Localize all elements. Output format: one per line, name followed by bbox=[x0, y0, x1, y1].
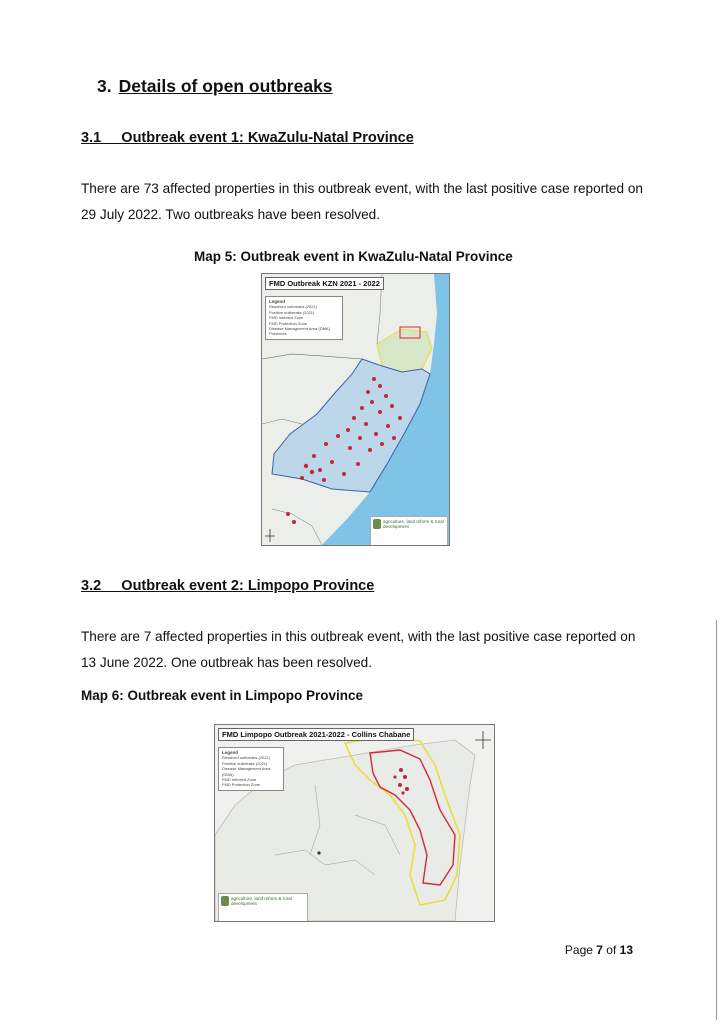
subsection-heading-3-1: 3.1 Outbreak event 1: KwaZulu-Natal Province bbox=[81, 130, 414, 146]
footer-page-number: 7 bbox=[596, 943, 603, 957]
legend-item: Resolved outbreaks (2021) bbox=[222, 755, 271, 761]
section-title: Details of open outbreaks bbox=[118, 76, 333, 96]
map-6-caption: Map 6: Outbreak event in Limpopo Province bbox=[81, 688, 364, 703]
paragraph-3-2-line-1: There are 7 affected properties in this outbreak event, with the last positive case reported on bbox=[81, 629, 636, 644]
map-6-title: FMD Limpopo Outbreak 2021-2022 - Collins Chabane bbox=[218, 728, 414, 741]
legend-item: FMD Infected Zone bbox=[222, 777, 257, 783]
footer-prefix: Page bbox=[564, 943, 597, 957]
paragraph-3-1-line-2: 29 July 2022. Two outbreaks have been resolved. bbox=[81, 207, 381, 222]
legend-title: Legend bbox=[222, 750, 239, 755]
map-5-kzn bbox=[261, 273, 450, 546]
section-heading bbox=[97, 76, 333, 97]
map-6-logo-text: agriculture, land reform & rural development bbox=[231, 896, 292, 906]
legend-item: Provinces bbox=[269, 331, 287, 337]
logo-crest-icon bbox=[373, 519, 381, 529]
map-5-logo-text: agriculture, land reform & rural development bbox=[383, 519, 444, 529]
legend-item: Positive outbreaks (2021) bbox=[222, 760, 268, 766]
subsection-heading-3-2: 3.2 Outbreak event 2: Limpopo Province bbox=[81, 578, 375, 594]
map-5-caption: Map 5: Outbreak event in KwaZulu-Natal Province bbox=[194, 249, 513, 264]
footer-of: of bbox=[602, 943, 620, 957]
section-number: 3. bbox=[97, 76, 112, 96]
legend-item: FMD Infected Zone bbox=[269, 315, 304, 321]
map-5-logo bbox=[370, 516, 448, 546]
map-5-legend bbox=[265, 296, 343, 340]
legend-title: Legend bbox=[269, 299, 286, 304]
page-edge-line bbox=[716, 620, 717, 1020]
paragraph-3-2-line-2: 13 June 2022. One outbreak has been resolved. bbox=[81, 655, 372, 670]
legend-item: FMD Protection Zone bbox=[269, 320, 308, 326]
page-footer bbox=[565, 943, 633, 957]
logo-crest-icon bbox=[221, 896, 229, 906]
legend-item: Resolved outbreaks (2021) bbox=[269, 304, 318, 310]
legend-item: Disease Management Area (DMA) bbox=[269, 326, 330, 332]
legend-item: FMD Protection Zone bbox=[222, 782, 261, 788]
map-6-legend bbox=[218, 747, 284, 791]
legend-item: Positive outbreaks (2021) bbox=[269, 309, 315, 315]
map-5-title: FMD Outbreak KZN 2021 - 2022 bbox=[265, 277, 384, 290]
legend-item: Disease Management Area (DMA) bbox=[222, 766, 271, 777]
map-6-limpopo bbox=[214, 724, 495, 922]
footer-page-total: 13 bbox=[619, 943, 633, 957]
paragraph-3-1-line-1: There are 73 affected properties in this outbreak event, with the last positive case reported on bbox=[81, 181, 643, 196]
map-6-logo bbox=[218, 893, 308, 922]
